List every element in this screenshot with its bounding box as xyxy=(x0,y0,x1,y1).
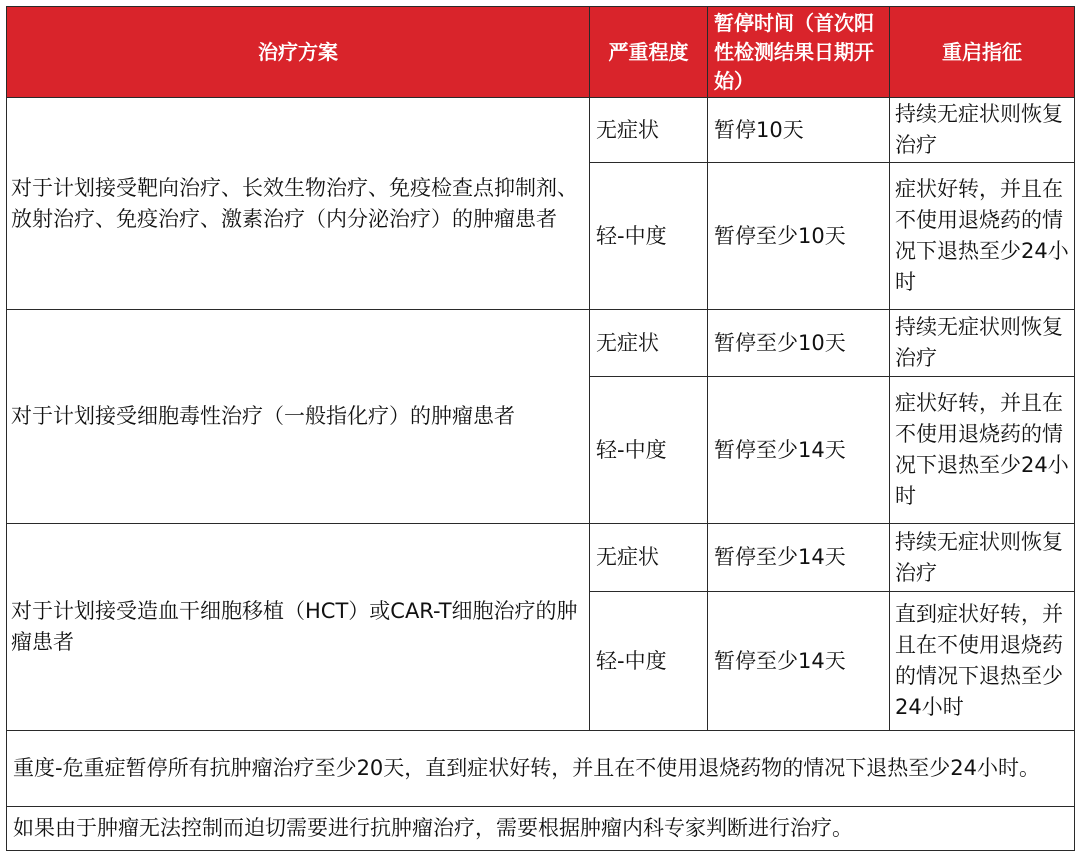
header-severity: 严重程度 xyxy=(590,7,708,98)
restart-cell: 持续无症状则恢复治疗 xyxy=(890,98,1075,163)
pause-cell: 暂停至少14天 xyxy=(708,524,890,592)
note-row xyxy=(7,807,1075,851)
pause-cell: 暂停至少14天 xyxy=(708,592,890,731)
plan-cell: 对于计划接受靶向治疗、长效生物治疗、免疫检查点抑制剂、放射治疗、免疫治疗、激素治疗（内分泌治疗）的肿瘤患者 xyxy=(7,98,590,310)
table-row xyxy=(7,524,1075,592)
note-row xyxy=(7,731,1075,807)
header-pause: 暂停时间（首次阳性检测结果日期开始） xyxy=(708,7,890,98)
plan-cell: 对于计划接受造血干细胞移植（HCT）或CAR-T细胞治疗的肿瘤患者 xyxy=(7,524,590,731)
restart-cell: 症状好转，并且在不使用退烧药的情况下退热至少24小时 xyxy=(890,377,1075,524)
pause-cell: 暂停至少10天 xyxy=(708,163,890,310)
header-plan: 治疗方案 xyxy=(7,7,590,98)
pause-cell: 暂停至少10天 xyxy=(708,310,890,377)
pause-cell: 暂停至少14天 xyxy=(708,377,890,524)
table-row xyxy=(7,310,1075,377)
severity-cell: 无症状 xyxy=(590,98,708,163)
severity-cell: 无症状 xyxy=(590,310,708,377)
severity-cell: 轻-中度 xyxy=(590,163,708,310)
restart-cell: 症状好转，并且在不使用退烧药的情况下退热至少24小时 xyxy=(890,163,1075,310)
severity-cell: 轻-中度 xyxy=(590,592,708,731)
severity-cell: 轻-中度 xyxy=(590,377,708,524)
severity-cell: 无症状 xyxy=(590,524,708,592)
pause-cell: 暂停10天 xyxy=(708,98,890,163)
restart-cell: 持续无症状则恢复治疗 xyxy=(890,310,1075,377)
restart-cell: 直到症状好转，并且在不使用退烧药的情况下退热至少24小时 xyxy=(890,592,1075,731)
treatment-pause-table xyxy=(6,6,1075,851)
table-row xyxy=(7,98,1075,163)
restart-cell: 持续无症状则恢复治疗 xyxy=(890,524,1075,592)
header-row xyxy=(7,7,1075,98)
severe-note: 重度-危重症暂停所有抗肿瘤治疗至少20天，直到症状好转，并且在不使用退烧药物的情况下退热至少24小时。 xyxy=(7,731,1075,807)
header-restart: 重启指征 xyxy=(890,7,1075,98)
plan-cell: 对于计划接受细胞毒性治疗（一般指化疗）的肿瘤患者 xyxy=(7,310,590,524)
urgent-treatment-note: 如果由于肿瘤无法控制而迫切需要进行抗肿瘤治疗，需要根据肿瘤内科专家判断进行治疗。 xyxy=(7,807,1075,851)
